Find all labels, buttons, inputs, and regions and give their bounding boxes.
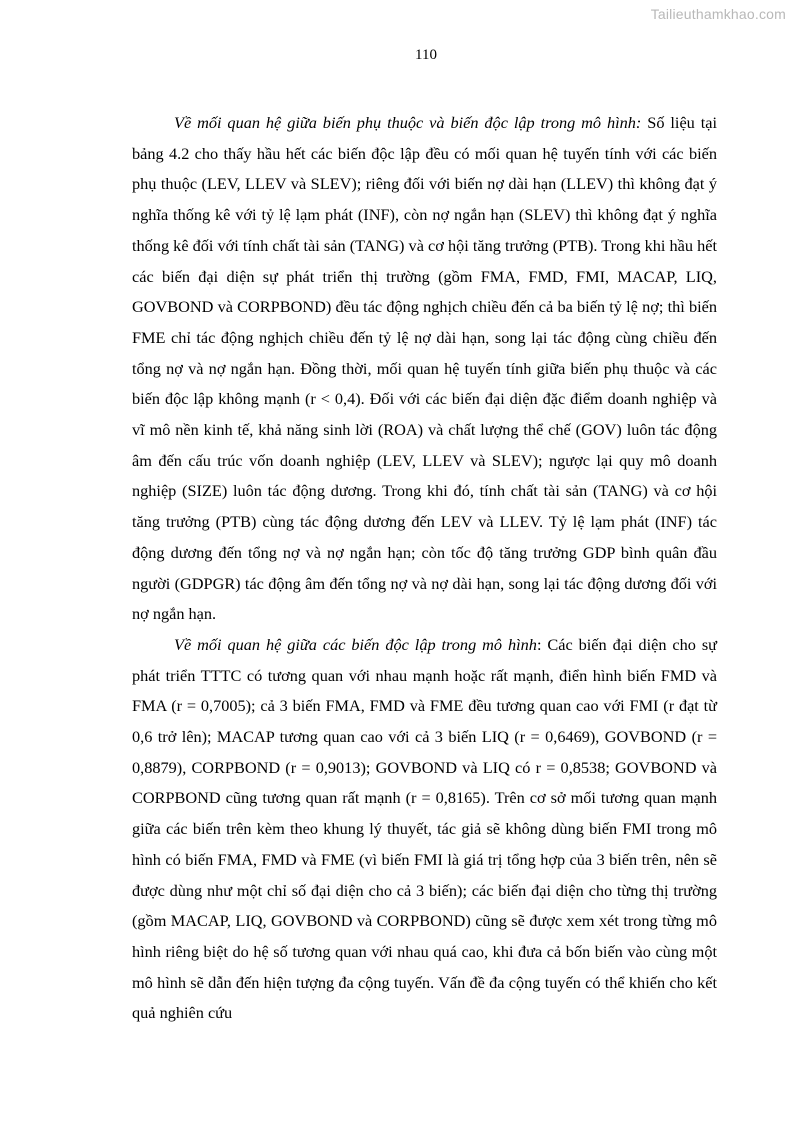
paragraph-lead: Về mối quan hệ giữa biến phụ thuộc và biến độc lập trong mô hình:: [174, 113, 642, 132]
page-number: 110: [415, 47, 437, 63]
paragraph-text: : Các biến đại diện cho sự phát triển TTTC có tương quan với nhau mạnh hoặc rất mạnh, điển hình biến FMD và FMA (r = 0,7005); cả 3 biến FMA, FMD và FME đều tương quan cao với FMI (r đạt từ 0,6 trở lên); MACAP tương quan cao với cả 3 biến LIQ (r = 0,6469), GOVBOND (r = 0,8879), CORPBOND (r = 0,9013); GOVBOND và LIQ có r = 0,8538; GOVBOND và CORPBOND cũng tương quan rất mạnh (r = 0,8165). Trên cơ sở mối tương quan mạnh giữa các biến trên kèm theo khung lý thuyết, tác giả sẽ không dùng biến FMI trong mô hình có biến FMA, FMD và FME (vì biến FMI là giá trị tổng hợp của 3 biến trên, nên sẽ được dùng như một chỉ số đại diện cho cả 3 biến); các biến đại diện cho từng thị trường (gồm MACAP, LIQ, GOVBOND và CORPBOND) cũng sẽ được xem xét trong từng mô hình riêng biệt do hệ số tương quan với nhau quá cao, khi đưa cả bốn biến vào cùng một mô hình sẽ dẫn đến hiện tượng đa cộng tuyến. Vấn đề đa cộng tuyến có thể khiến cho kết quả nghiên cứu: [132, 634, 717, 1023]
document-body: [132, 108, 717, 1029]
paragraph-dependent-vs-independent: [132, 108, 717, 630]
paragraph-independent-variables: [132, 630, 717, 1029]
watermark: Tailieuthamkhao.com: [650, 6, 786, 22]
paragraph-text: Số liệu tại bảng 4.2 cho thấy hầu hết các biến độc lập đều có mối quan hệ tuyến tính với các biến phụ thuộc (LEV, LLEV và SLEV); riêng đối với biến nợ dài hạn (LLEV) thì không đạt ý nghĩa thống kê với tỷ lệ lạm phát (INF), còn nợ ngắn hạn (SLEV) thì không đạt ý nghĩa thống kê đối với tính chất tài sản (TANG) và cơ hội tăng trưởng (PTB). Trong khi hầu hết các biến đại diện sự phát triển thị trường (gồm FMA, FMD, FMI, MACAP, LIQ, GOVBOND và CORPBOND) đều tác động nghịch chiều đến cả ba biến tỷ lệ nợ; thì biến FME chỉ tác động nghịch chiều đến tỷ lệ nợ dài hạn, song lại tác động cùng chiều đến tổng nợ và nợ ngắn hạn. Đồng thời, mối quan hệ tuyến tính giữa biến phụ thuộc và các biến độc lập không mạnh (r < 0,4). Đối với các biến đại diện đặc điểm doanh nghiệp và vĩ mô nền kinh tế, khả năng sinh lời (ROA) và chất lượng thể chế (GOV) luôn tác động âm đến cấu trúc vốn doanh nghiệp (LEV, LLEV và SLEV); ngược lại quy mô doanh nghiệp (SIZE) luôn tác động dương. Trong khi đó, tính chất tài sản (TANG) và cơ hội tăng trưởng (PTB) cùng tác động dương đến LEV và LLEV. Tỷ lệ lạm phát (INF) tác động dương đến tổng nợ và nợ ngắn hạn; còn tốc độ tăng trưởng GDP bình quân đầu người (GDPGR) tác động âm đến tổng nợ và nợ dài hạn, song lại tác động dương đối với nợ ngắn hạn.: [132, 113, 717, 624]
paragraph-lead: Về mối quan hệ giữa các biến độc lập trong mô hình: [174, 634, 537, 654]
